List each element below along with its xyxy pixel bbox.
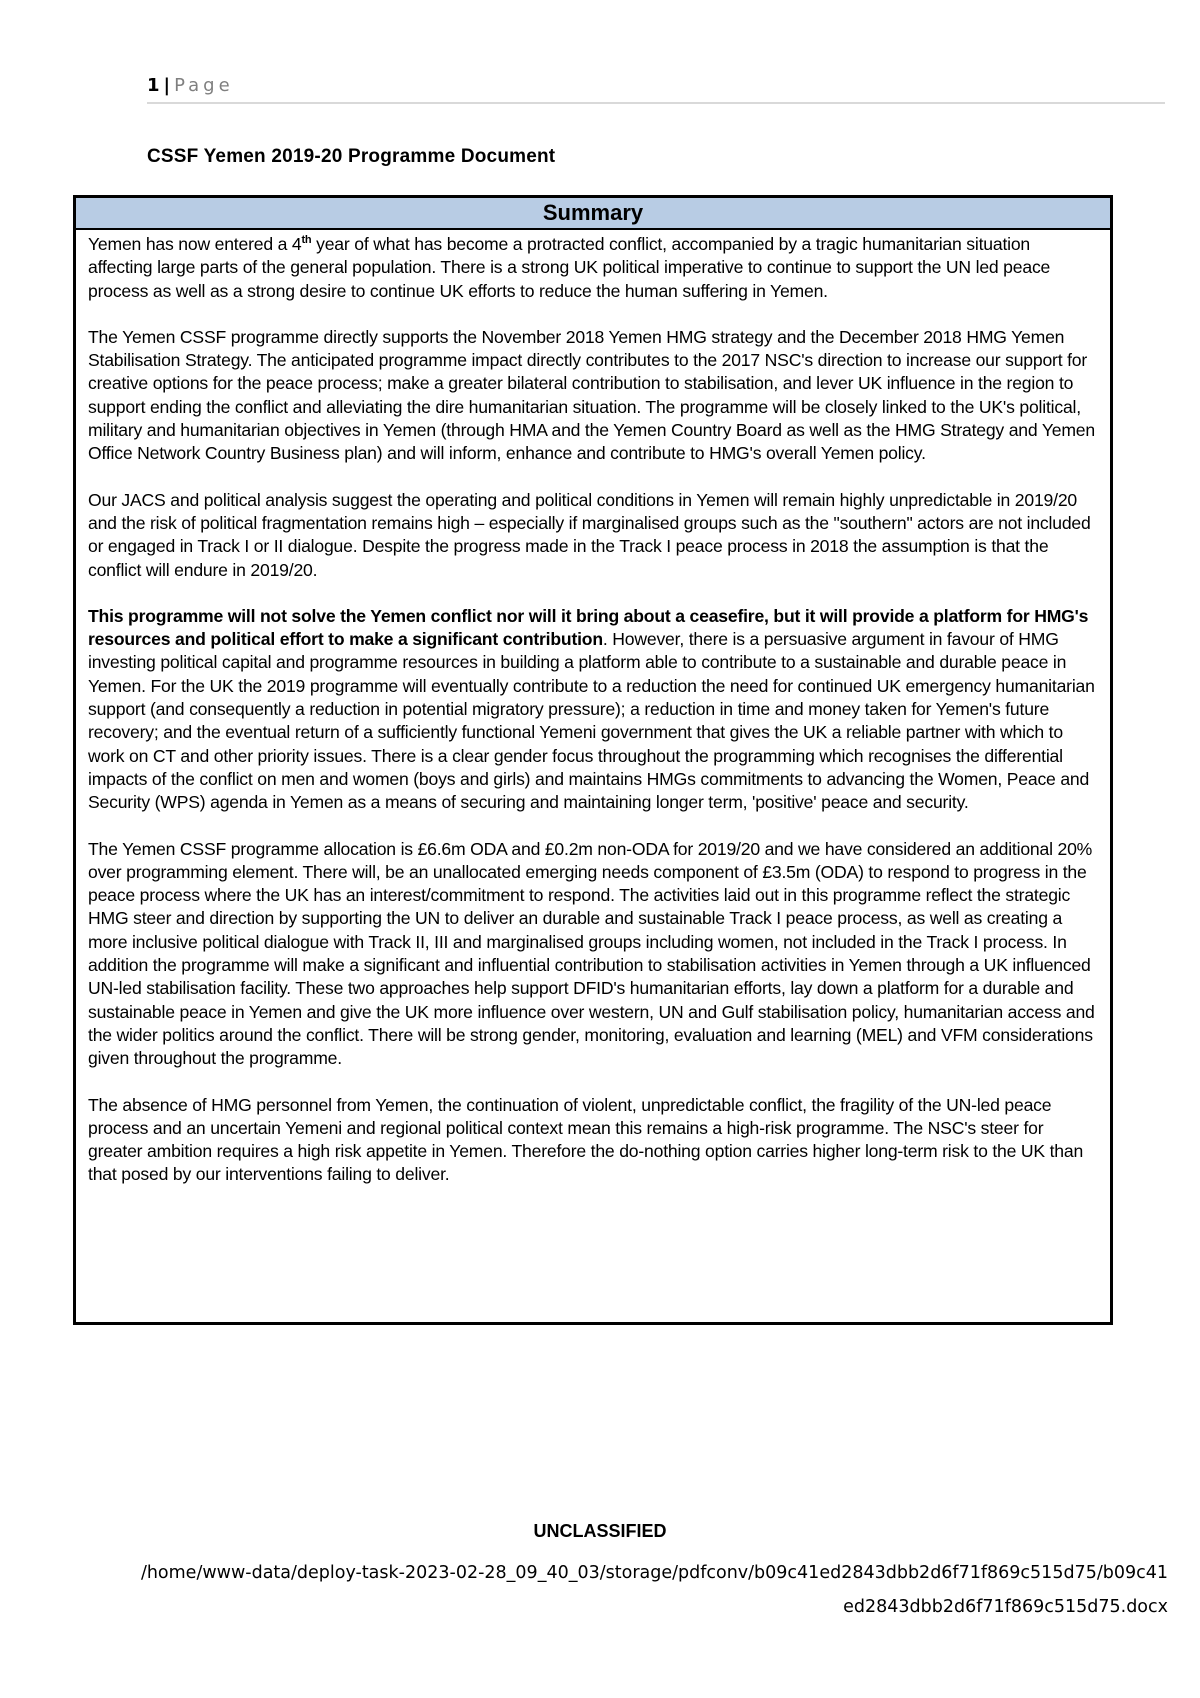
- page-number: 1: [147, 75, 160, 96]
- page-separator: |: [163, 75, 171, 96]
- classification-marking: UNCLASSIFIED: [533, 1521, 667, 1541]
- page-label: Page: [174, 75, 234, 96]
- summary-paragraph-1: Yemen has now entered a 4th year of what has become a protracted conflict, accompanied by a tragic humanitarian situation affecting large parts of the general population. There is a strong UK political imperative to continue to support the UN led peace process as well as a strong desire to continue UK efforts to reduce the human suffering in Yemen.: [88, 234, 1051, 301]
- summary-paragraph-2: The Yemen CSSF programme directly supports the November 2018 Yemen HMG strategy and the December 2018 HMG Yemen Stabilisation Strategy. The anticipated programme impact directly contributes to the 2017 NSC's direction to increase our support for creative options for the peace process; make a greater bilateral contribution to stabilisation, and lever UK influence in the region to support ending the conflict and alleviating the dire humanitarian situation. The programme will be closely linked to the UK's political, military and humanitarian objectives in Yemen (through HMA and the Yemen Country Board as well as the HMG Strategy and Yemen Office Network Country Business plan) and will inform, enhance and contribute to HMG's overall Yemen policy.: [88, 326, 1095, 464]
- ordinal-suffix: th: [301, 234, 312, 246]
- page-header: [147, 74, 1165, 104]
- summary-paragraph-4: This programme will not solve the Yemen conflict nor will it bring about a ceasefire, but it will provide a platform for HMG's resources and political effort to make a significant contribution. However, there is a persuasive argument in favour of HMG investing political capital and programme resources in building a platform able to contribute to a sustainable and durable peace in Yemen. For the UK the 2019 programme will eventually contribute to a reduction the need for continued UK emergency humanitarian support (and consequently a reduction in potential migratory pressure); a reduction in time and money taken for Yemen's future recovery; and the eventual return of a sufficiently functional Yemeni government that gives the UK a reliable partner with which to work on CT and other priority issues. There is a clear gender focus throughout the programming which recognises the differential impacts of the conflict on men and women (boys and girls) and maintains HMGs commitments to advancing the Women, Peace and Security (WPS) agenda in Yemen as a means of securing and maintaining longer term, 'positive' peace and security.: [88, 605, 1095, 813]
- summary-paragraph-6: The absence of HMG personnel from Yemen, the continuation of violent, unpredictable conflict, the fragility of the UN-led peace process and an uncertain Yemeni and regional political context mean this remains a high-risk programme. The NSC's steer for greater ambition requires a high risk appetite in Yemen. Therefore the do-nothing option carries higher long-term risk to the UK than that posed by our interventions failing to deliver.: [88, 1094, 1084, 1185]
- summary-paragraph-3: Our JACS and political analysis suggest the operating and political conditions in Yemen will remain highly unpredictable in 2019/20 and the risk of political fragmentation remains high – especially if marginalised groups such as the "southern" actors are not included or engaged in Track I or II dialogue. Despite the progress made in the Track I peace process in 2018 the assumption is that the conflict will endure in 2019/20.: [88, 489, 1091, 580]
- document-title: CSSF Yemen 2019-20 Programme Document: [147, 146, 556, 167]
- summary-table: [73, 195, 1113, 1325]
- footer-file-path: /home/www-data/deploy-task-2023-02-28_09_40_03/storage/pdfconv/b09c41ed2843dbb2d6f71f869c515d75/b09c41ed2843dbb2d6f71f869c515d75.docx: [140, 1563, 1168, 1617]
- summary-body: [76, 230, 1110, 1187]
- summary-paragraph-5: The Yemen CSSF programme allocation is £6.6m ODA and £0.2m non-ODA for 2019/20 and we have considered an additional 20% over programming element. There will, be an unallocated emerging needs component of £3.5m (ODA) to respond to progress in the peace process where the UK has an interest/commitment to respond. The activities laid out in this programme reflect the strategic HMG steer and direction by supporting the UN to deliver an durable and sustainable Track I peace process, as well as creating a more inclusive political dialogue with Track II, III and marginalised groups including women, not included in the Track I process. In addition the programme will make a significant and influential contribution to stabilisation activities in Yemen through a UK influenced UN-led stabilisation facility. These two approaches help support DFID's humanitarian efforts, lay down a platform for a durable and sustainable peace in Yemen and give the UK more influence over western, UN and Gulf stabilisation policy, humanitarian access and the wider politics around the conflict. There will be strong gender, monitoring, evaluation and learning (MEL) and VFM considerations given throughout the programme.: [88, 838, 1095, 1069]
- key-statement: This programme will not solve the Yemen conflict nor will it bring about a ceasefire, but it will provide a platform for HMG's resources and political effort to make a significant contribution: [88, 605, 1089, 650]
- summary-heading: Summary: [76, 198, 1110, 230]
